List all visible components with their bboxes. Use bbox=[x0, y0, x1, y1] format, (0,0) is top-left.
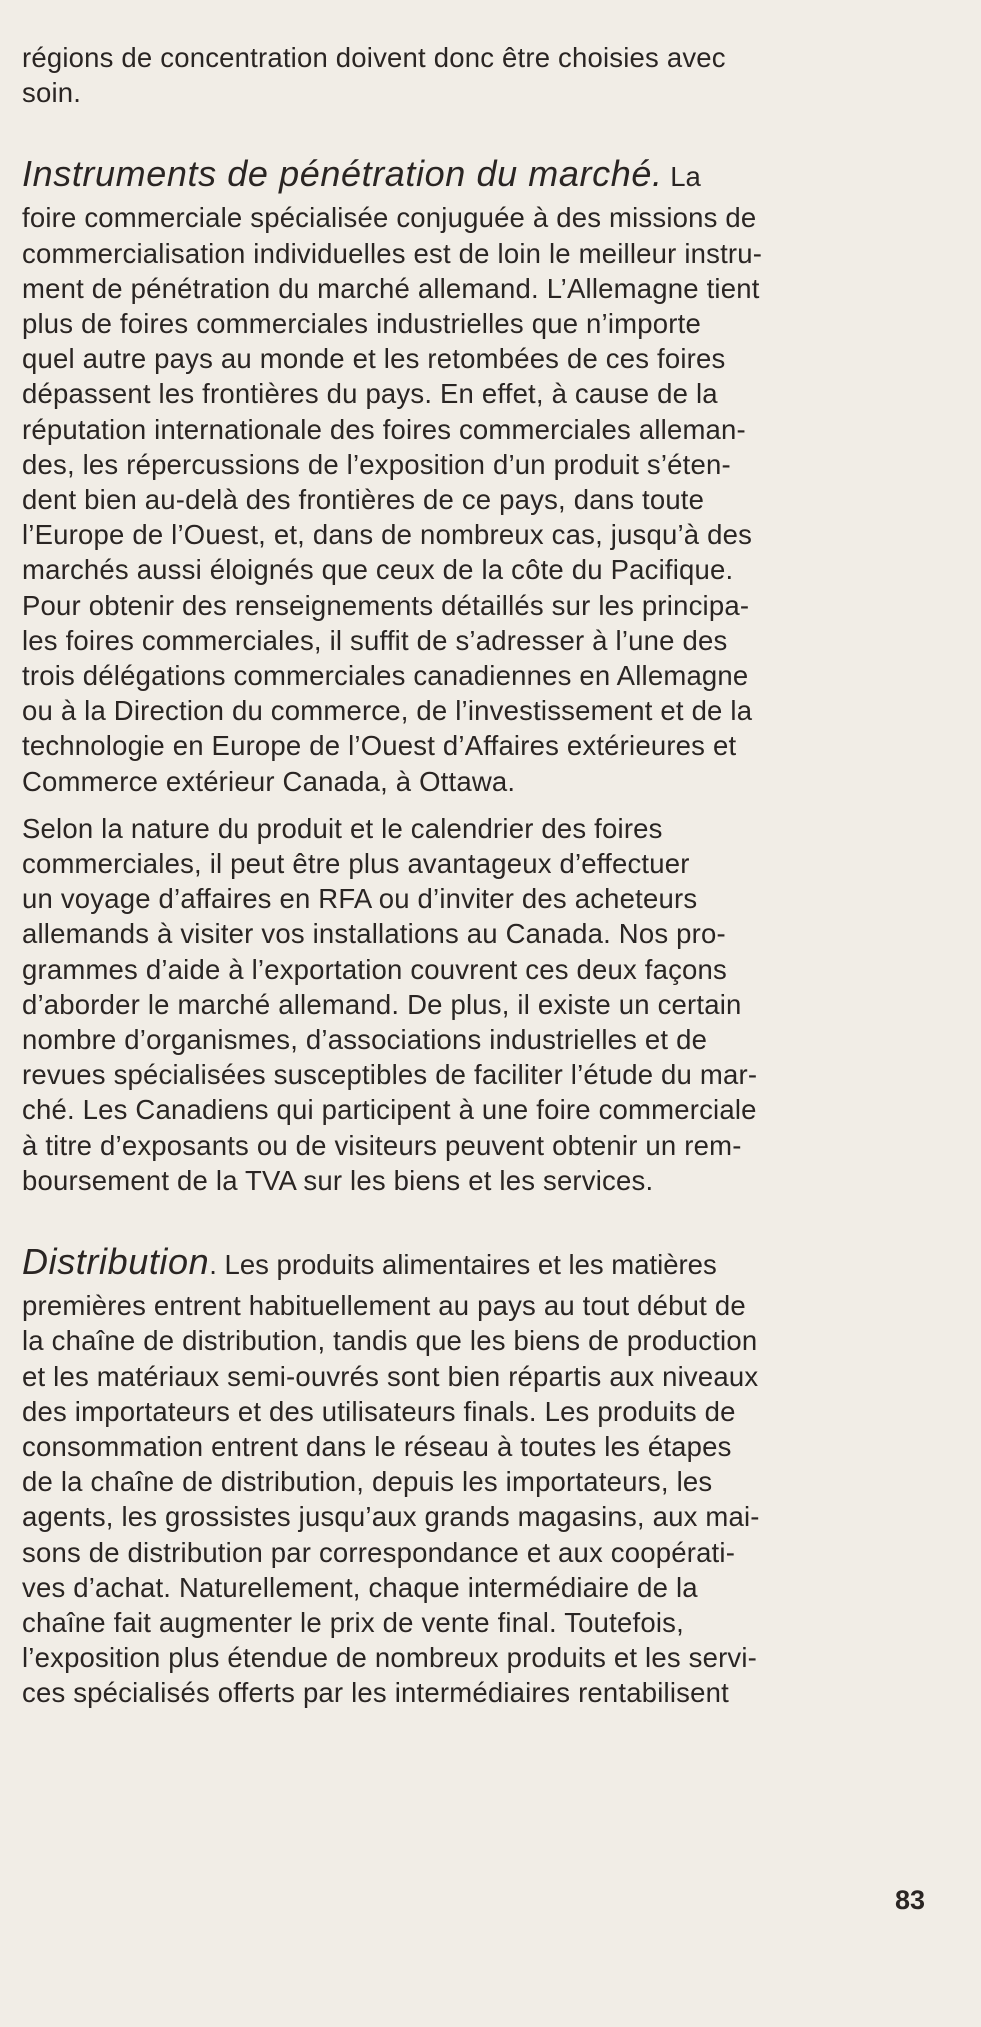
text-line: sons de distribution par correspondance et aux coopérati- bbox=[22, 1536, 736, 1568]
section-heading: Distribution bbox=[22, 1241, 210, 1283]
text-line: des, les répercussions de l’exposition d’un produit s’éten- bbox=[22, 448, 731, 480]
section-heading-line bbox=[22, 150, 940, 200]
section-instruments bbox=[22, 150, 940, 1198]
text-line: ment de pénétration du marché allemand. L’Allemagne tient bbox=[22, 272, 760, 304]
text-line: boursement de la TVA sur les biens et les services. bbox=[22, 1164, 654, 1196]
text-line: agents, les grossistes jusqu’aux grands magasins, aux mai- bbox=[22, 1501, 760, 1533]
text-line: trois délégations commerciales canadiennes en Allemagne bbox=[22, 660, 749, 692]
text-line: l’exposition plus étendue de nombreux produits et les servi- bbox=[22, 1642, 758, 1674]
text-line: Selon la nature du produit et le calendrier des foires bbox=[22, 812, 663, 844]
page-number: 83 bbox=[895, 1885, 926, 1915]
text-line: dent bien au-delà des frontières de ce pays, dans toute bbox=[22, 484, 705, 516]
text-line: allemands à visiter vos installations au Canada. Nos pro- bbox=[22, 918, 726, 950]
text-line: revues spécialisées susceptibles de faciliter l’étude du mar- bbox=[22, 1059, 758, 1091]
text-line: chaîne fait augmenter le prix de vente final. Toutefois, bbox=[22, 1606, 684, 1638]
text-line: commerciales, il peut être plus avantageux d’effectuer bbox=[22, 848, 690, 880]
text-line: ves d’achat. Naturellement, chaque intermédiaire de la bbox=[22, 1571, 698, 1603]
text-line: ces spécialisés offerts par les intermédiaires rentabilisent bbox=[22, 1677, 729, 1709]
text-line: soin. bbox=[22, 77, 82, 109]
text-line: régions de concentration doivent donc être choisies avec bbox=[22, 42, 726, 73]
text-line: nombre d’organismes, d’associations industrielles et de bbox=[22, 1024, 708, 1056]
text-line: foire commerciale spécialisée conjuguée à des missions de bbox=[22, 202, 757, 234]
text-line: ou à la Direction du commerce, de l’investissement et de la bbox=[22, 695, 753, 727]
text-line: un voyage d’affaires en RFA ou d’inviter des acheteurs bbox=[22, 883, 698, 915]
text-line: dépassent les frontières du pays. En effet, à cause de la bbox=[22, 378, 718, 410]
section-distribution bbox=[22, 1238, 940, 1710]
heading-run-in-text: . Les produits alimentaires et les matières bbox=[209, 1249, 717, 1281]
text-line: la chaîne de distribution, tandis que les biens de production bbox=[22, 1325, 758, 1357]
text-line: Commerce extérieur Canada, à Ottawa. bbox=[22, 765, 516, 797]
text-line: Pour obtenir des renseignements détaillés sur les principa- bbox=[22, 589, 750, 621]
text-line: quel autre pays au monde et les retombées de ces foires bbox=[22, 343, 726, 375]
document-page bbox=[22, 40, 940, 1711]
text-line: et les matériaux semi-ouvrés sont bien répartis aux niveaux bbox=[22, 1360, 759, 1392]
intro-paragraph bbox=[22, 40, 940, 110]
section-heading-line bbox=[22, 1238, 940, 1288]
text-line: plus de foires commerciales industrielles que n’importe bbox=[22, 308, 701, 340]
section-heading: Instruments de pénétration du marché. bbox=[22, 153, 663, 195]
text-line: grammes d’aide à l’exportation couvrent ces deux façons bbox=[22, 953, 727, 985]
text-line: à titre d’exposants ou de visiteurs peuvent obtenir un rem- bbox=[22, 1129, 742, 1161]
text-line: commercialisation individuelles est de loin le meilleur instru- bbox=[22, 237, 763, 269]
text-line: des importateurs et des utilisateurs finals. Les produits de bbox=[22, 1395, 736, 1427]
text-line: l’Europe de l’Ouest, et, dans de nombreux cas, jusqu’à des bbox=[22, 519, 753, 551]
text-line: ché. Les Canadiens qui participent à une foire commerciale bbox=[22, 1094, 757, 1126]
text-line: réputation internationale des foires commerciales alleman- bbox=[22, 413, 746, 445]
heading-run-in-text: La bbox=[670, 161, 701, 193]
text-line: les foires commerciales, il suffit de s’adresser à l’une des bbox=[22, 624, 728, 656]
text-line: premières entrent habituellement au pays au tout début de bbox=[22, 1290, 746, 1322]
text-line: d’aborder le marché allemand. De plus, il existe un certain bbox=[22, 988, 742, 1020]
text-line: consommation entrent dans le réseau à toutes les étapes bbox=[22, 1430, 732, 1462]
text-line: technologie en Europe de l’Ouest d’Affaires extérieures et bbox=[22, 730, 737, 762]
text-line: de la chaîne de distribution, depuis les importateurs, les bbox=[22, 1466, 713, 1498]
text-line: marchés aussi éloignés que ceux de la côte du Pacifique. bbox=[22, 554, 734, 586]
